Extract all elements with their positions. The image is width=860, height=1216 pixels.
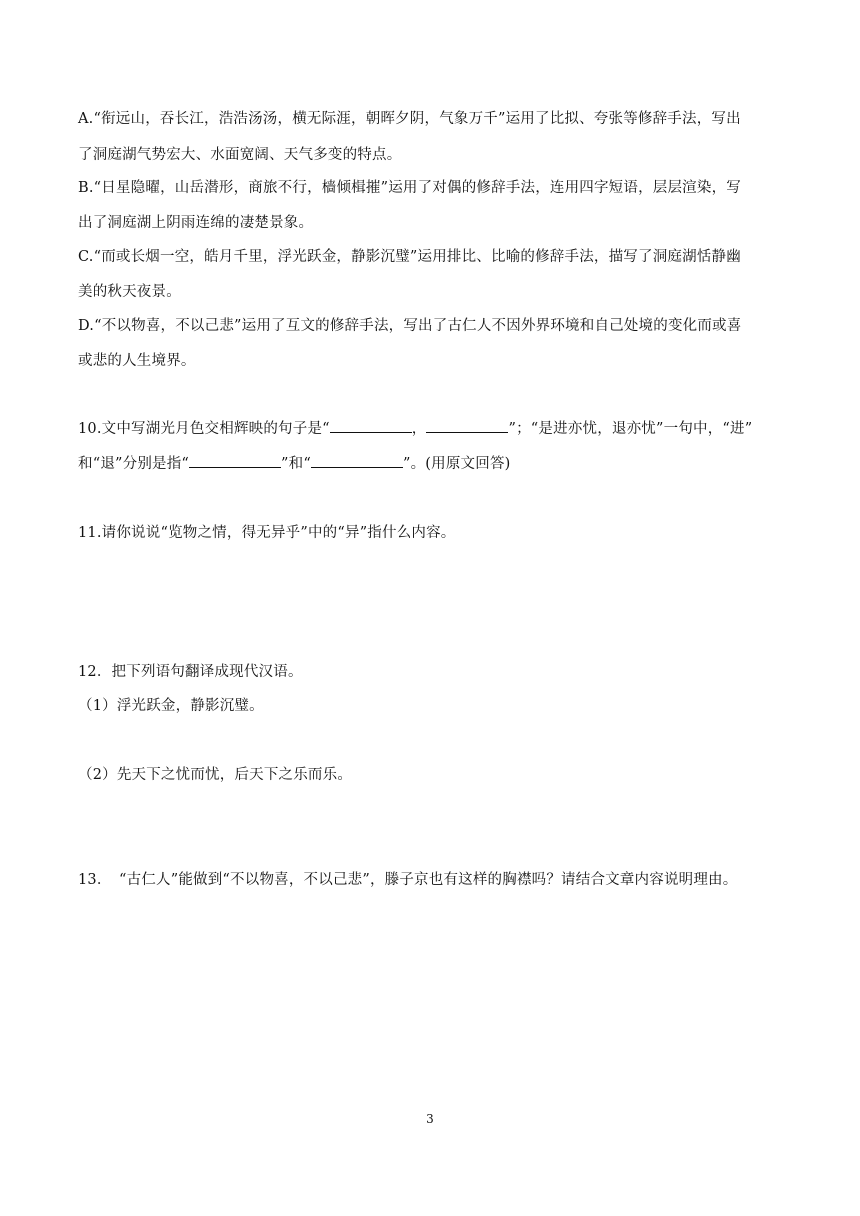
q10-text-6: ”。(用原文回答) bbox=[402, 456, 511, 472]
option-c-line2: 美的秋天夜景。 bbox=[78, 284, 181, 300]
q10-text-5: ”和“ bbox=[281, 456, 311, 472]
question-12-item-1: （1）浮光跃金，静影沉璧。 bbox=[78, 698, 264, 714]
q10-text-4: 和“退”分别是指“ bbox=[78, 456, 190, 472]
option-c-line1: C.“而或长烟一空，皓月千里，浮光跃金，静影沉璧”运用排比、比喻的修辞手法，描写了洞庭湖恬静幽 bbox=[78, 249, 741, 265]
option-b-line1: B.“日星隐曜，山岳潜形，商旅不行，樯倾楫摧”运用了对偶的修辞手法，连用四字短语，层层渲染，写 bbox=[78, 180, 741, 196]
question-13: 13． “古仁人”能做到“不以物喜，不以己悲”，滕子京也有这样的胸襟吗？请结合文章内容说明理由。 bbox=[78, 872, 738, 888]
answer-blank-3[interactable] bbox=[189, 453, 281, 468]
page-number: 3 bbox=[426, 1112, 434, 1126]
q10-text-2: ， bbox=[411, 421, 427, 437]
answer-blank-2[interactable] bbox=[426, 418, 508, 433]
option-d-line2: 或悲的人生境界。 bbox=[78, 353, 196, 369]
answer-blank-1[interactable] bbox=[330, 418, 412, 433]
option-a-line1: A.“衔远山，吞长江，浩浩汤汤，横无际涯，朝晖夕阴，气象万千”运用了比拟、夸张等修辞手法，写出 bbox=[78, 111, 741, 127]
option-a-line2: 了洞庭湖气势宏大、水面宽阔、天气多变的特点。 bbox=[78, 147, 402, 163]
q10-text-1: 10.文中写湖光月色交相辉映的句子是“ bbox=[78, 421, 330, 437]
option-b-line2: 出了洞庭湖上阴雨连绵的凄楚景象。 bbox=[78, 215, 314, 231]
question-12-stem: 12．把下列语句翻译成现代汉语。 bbox=[78, 664, 303, 680]
question-11: 11.请你说说“览物之情，得无异乎”中的“异”指什么内容。 bbox=[78, 525, 456, 541]
option-d-line1: D.“不以物喜，不以己悲”运用了互文的修辞手法，写出了古仁人不因外界环境和自己处境的变化而或喜 bbox=[78, 318, 742, 334]
question-10-line2 bbox=[78, 453, 790, 474]
question-10-line1 bbox=[78, 418, 790, 439]
q10-text-3: ”；“是进亦忧，退亦忧”一句中，“进” bbox=[508, 421, 753, 437]
question-12-item-2: （2）先天下之忧而忧，后天下之乐而乐。 bbox=[78, 767, 353, 783]
answer-blank-4[interactable] bbox=[311, 453, 403, 468]
